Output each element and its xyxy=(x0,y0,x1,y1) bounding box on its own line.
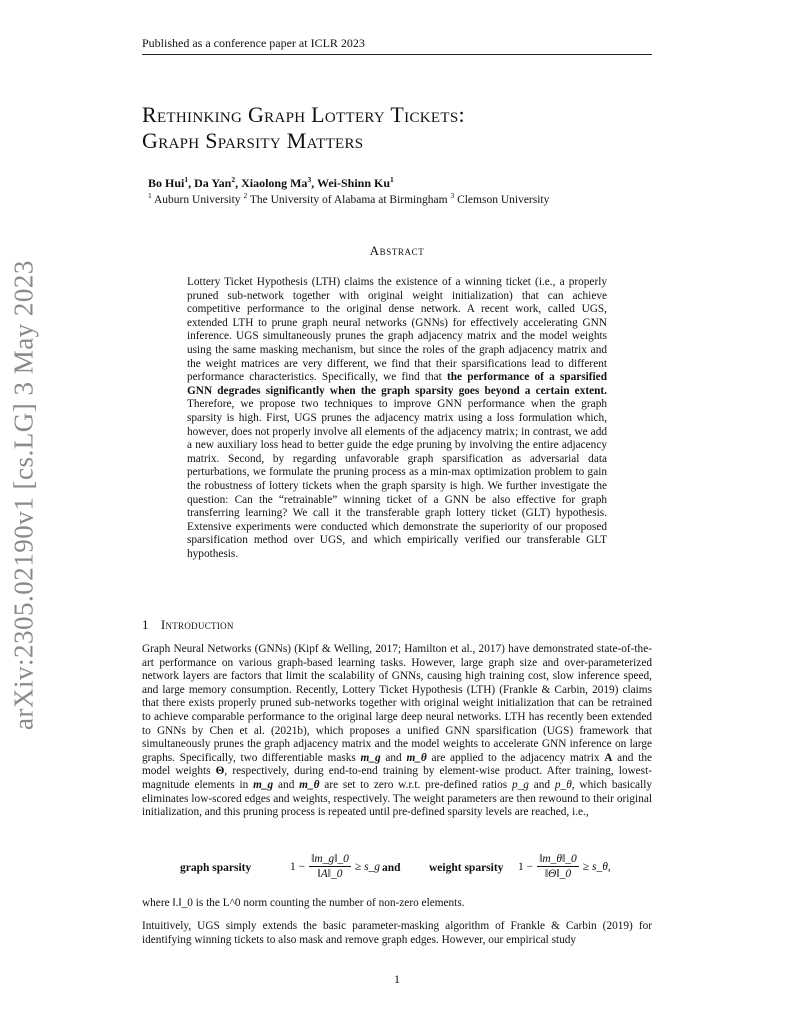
intro-text: Graph Neural Networks (GNNs) (Kipf & Welling, 2017; Hamilton et al., 2017) have demonstrated state-of-the-art performance on various graph-based learning tasks. However, large graph size and over-parameterized network layers are factors that limit the scalability of GNNs, causing high training cost, slow inference speed, and large memory consumption. Recently, Lottery Ticket Hypothesis (LTH) (Frankle & Carbin, 2019) claims that there exists properly pruned sub-networks together with original weight initialization that can be retrained to achieve comparable performance to the original large deep neural networks. LTH has recently been extended to GNNs by Chen et al. (2021b), which proposes a unified GNN sparsification (UGS) framework that simultaneously prunes the graph adjacency matrix and the model weights to accelerate GNN inference on large graphs. Specifically, two differentiable masks xyxy=(142,643,652,764)
abstract-heading: Abstract xyxy=(369,243,425,258)
intro-text: are set to zero w.r.t. pre-defined ratios xyxy=(319,778,512,791)
page-number: 1 xyxy=(394,972,400,986)
equation-weight-sparsity xyxy=(518,853,611,880)
equation-denominator: ‖Θ‖_0 xyxy=(544,868,572,880)
math-symbol: m_g xyxy=(360,751,381,764)
author-name: Wei-Shinn Ku xyxy=(316,176,391,190)
arxiv-identifier: arXiv:2305.02190v1 [cs.LG] 3 May 2023 xyxy=(8,260,39,730)
abstract-text: Therefore, we propose two techniques to improve GNN performance when the graph sparsity is high. First, UGS prunes the adjacency matrix using a loss formulation which, however, does not properly involve all elements of the adjacency matrix; in contrast, we add a new auxiliary loss head to better guide the edge pruning by involving the entire adjacency matrix. Second, by regarding unfavorable graph sparsification as adversarial data perturbations, we formulate the pruning process as a min-max optimization problem to gain the robustness of lottery tickets when the graph sparsity is high. We further investigate the question: Can the “retrainable” winning ticket of a GNN be also effective for graph transferring learning? We call it the transferable graph lottery ticket (GLT) hypothesis. Extensive experiments were conducted which demonstrate the superiority of our proposed sparsification method over UGS, and which empirically verified our transferable GLT hypothesis. xyxy=(187,398,607,560)
equation-fraction xyxy=(309,853,351,880)
paper-title xyxy=(142,102,465,154)
section-title: Introduction xyxy=(160,617,234,632)
intro-paragraph-2: Intuitively, UGS simply extends the basic parameter-masking algorithm of Frankle & Carbin (2019) for identifying winning tickets to also mask and remove graph edges. However, our empirical study xyxy=(142,920,652,946)
author-name: Bo Hui xyxy=(148,176,185,190)
running-header: Published as a conference paper at ICLR 2023 xyxy=(142,36,652,55)
abstract-body xyxy=(187,276,607,561)
intro-paragraph-1 xyxy=(142,643,652,820)
section-number: 1 xyxy=(142,617,149,632)
author-affil-mark: 2 xyxy=(231,175,236,184)
norm-definition: where ‖.‖_0 is the L^0 norm counting the number of non-zero elements. xyxy=(142,897,465,909)
title-line-1: Rethinking Graph Lottery Tickets: xyxy=(142,102,465,127)
equation-rhs: ≥ s_θ, xyxy=(582,860,611,873)
intro-text: and xyxy=(380,751,407,764)
sparsity-equation xyxy=(142,850,652,890)
affil-name: Auburn University xyxy=(154,193,241,206)
intro-text: and xyxy=(528,778,555,791)
abstract-text: Lottery Ticket Hypothesis (LTH) claims the existence of a winning ticket (i.e., a properly pruned sub-network together with original weight initialization) that can achieve competitive performance to the original dense network. A recent work, called UGS, extended LTH to prune graph neural networks (GNNs) for effectively accelerating GNN inference. UGS simultaneously prunes the graph adjacency matrix and the model weights using the same masking mechanism, but since the roles of the graph adjacency matrix and the weight matrices are very different, we find that their sparsifications lead to different performance characteristics. Specifically, we find that xyxy=(187,276,607,384)
intro-text: , which basically eliminates low-scored edges and weights, respectively. The weight parameters are then rewound to their original initialization, and this pruning process is repeated until pre-defined sparsity levels are reached, i.e., xyxy=(142,778,652,819)
equation-numerator: ‖m_θ‖_0 xyxy=(539,853,577,865)
math-symbol: m_g xyxy=(253,778,274,791)
equation-fraction xyxy=(537,853,579,880)
equation-label-graph: graph sparsity xyxy=(180,862,252,874)
intro-text: and xyxy=(273,778,300,791)
math-symbol: p_g xyxy=(511,778,529,791)
math-symbol: Θ xyxy=(215,765,225,778)
author-name: Da Yan xyxy=(194,176,232,190)
affiliation-list xyxy=(148,191,549,206)
math-symbol: m_θ xyxy=(406,751,427,764)
section-heading-introduction xyxy=(142,617,234,633)
affil-name: Clemson University xyxy=(457,193,550,206)
author-name: Xiaolong Ma xyxy=(241,176,308,190)
math-symbol: p_θ xyxy=(554,778,572,791)
equation-rhs: ≥ s_g xyxy=(354,860,381,873)
math-symbol: m_θ xyxy=(299,778,320,791)
intro-text: , respectively, during end-to-end training by element-wise product. After training, lowest-magnitude elements in xyxy=(142,765,652,791)
intro-text: and the model weights xyxy=(142,751,653,778)
affil-num: 3 xyxy=(450,191,455,200)
equation-graph-sparsity xyxy=(290,853,380,880)
affil-num: 2 xyxy=(243,191,248,200)
affil-name: The University of Alabama at Birmingham xyxy=(249,193,448,206)
abstract-bold-claim: the performance of a sparsified GNN degrades significantly when the graph sparsity goes beyond a certain extent. xyxy=(187,371,607,397)
intro-text: are applied to the adjacency matrix xyxy=(426,751,605,764)
author-affil-mark: 3 xyxy=(307,175,312,184)
equation-one-minus: 1 − xyxy=(518,860,534,873)
author-affil-mark: 1 xyxy=(390,175,394,184)
author-list: Bo Hui$^1$, Da Yan$^2$, Xiaolong Ma$^3$, Wei-Shinn Ku$^1$ xyxy=(148,175,394,190)
equation-label-weight: weight sparsity xyxy=(429,862,504,874)
author-affil-mark: 1 xyxy=(184,175,189,184)
math-symbol: A xyxy=(604,751,613,764)
equation-one-minus: 1 − xyxy=(290,860,306,873)
title-line-2: Graph Sparsity Matters xyxy=(142,128,364,153)
equation-and: and xyxy=(382,862,401,874)
affil-num: 1 xyxy=(148,191,152,200)
equation-denominator: ‖A‖_0 xyxy=(317,868,343,880)
equation-numerator: ‖m_g‖_0 xyxy=(311,853,349,865)
